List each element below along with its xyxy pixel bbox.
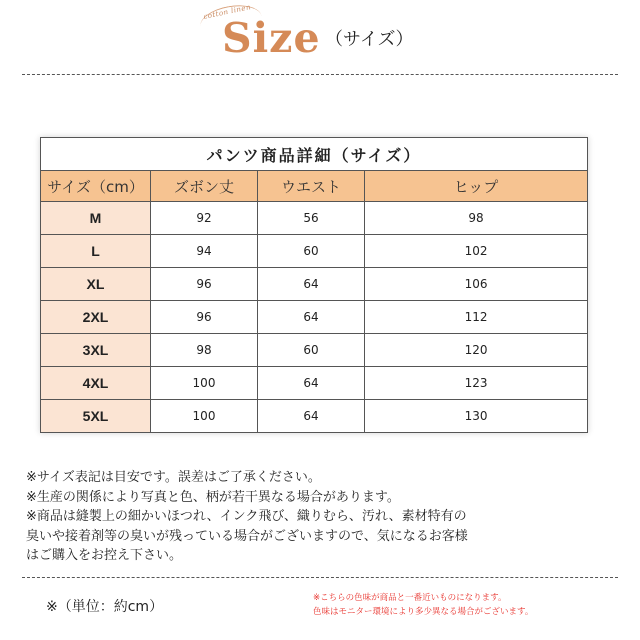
length-value: 96 [151, 268, 258, 301]
color-disclaimer [313, 591, 633, 619]
note-line: ※サイズ表記は目安です。誤差はご了承ください。 [26, 470, 321, 485]
table-row [41, 202, 588, 235]
table-header-row [41, 171, 588, 202]
table-title-row [41, 138, 588, 171]
hip-value: 98 [365, 202, 588, 235]
size-label: 5XL [41, 400, 151, 433]
unit-note: ※（単位：約cm） [46, 599, 164, 615]
notes-block [26, 468, 626, 566]
waist-value: 56 [258, 202, 365, 235]
waist-value: 64 [258, 400, 365, 433]
table-row [41, 400, 588, 433]
size-table [40, 137, 588, 433]
length-value: 92 [151, 202, 258, 235]
header-waist: ウエスト [258, 171, 365, 202]
table-row [41, 268, 588, 301]
waist-value: 64 [258, 367, 365, 400]
table-row [41, 367, 588, 400]
disclaimer-line: 色味はモニター環境により多少異なる場合がございます。 [313, 607, 534, 617]
header-size: サイズ（cm） [41, 171, 151, 202]
length-value: 96 [151, 301, 258, 334]
note-line: 臭いや接着剤等の臭いが残っている場合がございますので、気になるお客様 [26, 528, 468, 544]
hip-value: 102 [365, 235, 588, 268]
note-line: ※生産の関係により写真と色、柄が若干異なる場合があります。 [26, 489, 400, 505]
size-label: 4XL [41, 367, 151, 400]
hip-value: 112 [365, 301, 588, 334]
size-label: L [41, 235, 151, 268]
hip-value: 130 [365, 400, 588, 433]
page-header [0, 0, 640, 72]
waist-value: 60 [258, 235, 365, 268]
page-title: Size [222, 14, 321, 62]
waist-value: 64 [258, 301, 365, 334]
size-label: M [41, 202, 151, 235]
brand-badge: cotton linen [202, 3, 252, 21]
note-line: ※商品は縫製上の細かいほつれ、インク飛び、織りむら、汚れ、素材特有の [26, 509, 467, 524]
table-title: パンツ商品詳細（サイズ） [41, 138, 588, 171]
length-value: 100 [151, 367, 258, 400]
table-row [41, 235, 588, 268]
disclaimer-line: ※こちらの色味が商品と一番近いものになります。 [313, 593, 507, 603]
hip-value: 123 [365, 367, 588, 400]
length-value: 100 [151, 400, 258, 433]
top-divider [22, 74, 618, 75]
waist-value: 64 [258, 268, 365, 301]
page-subtitle: （サイズ） [325, 29, 414, 50]
size-label: 2XL [41, 301, 151, 334]
note-line: はご購入をお控え下さい。 [26, 548, 183, 563]
bottom-divider [22, 577, 618, 578]
header-hip: ヒップ [365, 171, 588, 202]
waist-value: 60 [258, 334, 365, 367]
length-value: 98 [151, 334, 258, 367]
size-label: 3XL [41, 334, 151, 367]
table-row [41, 301, 588, 334]
header-length: ズボン丈 [151, 171, 258, 202]
length-value: 94 [151, 235, 258, 268]
hip-value: 106 [365, 268, 588, 301]
hip-value: 120 [365, 334, 588, 367]
table-row [41, 334, 588, 367]
size-label: XL [41, 268, 151, 301]
